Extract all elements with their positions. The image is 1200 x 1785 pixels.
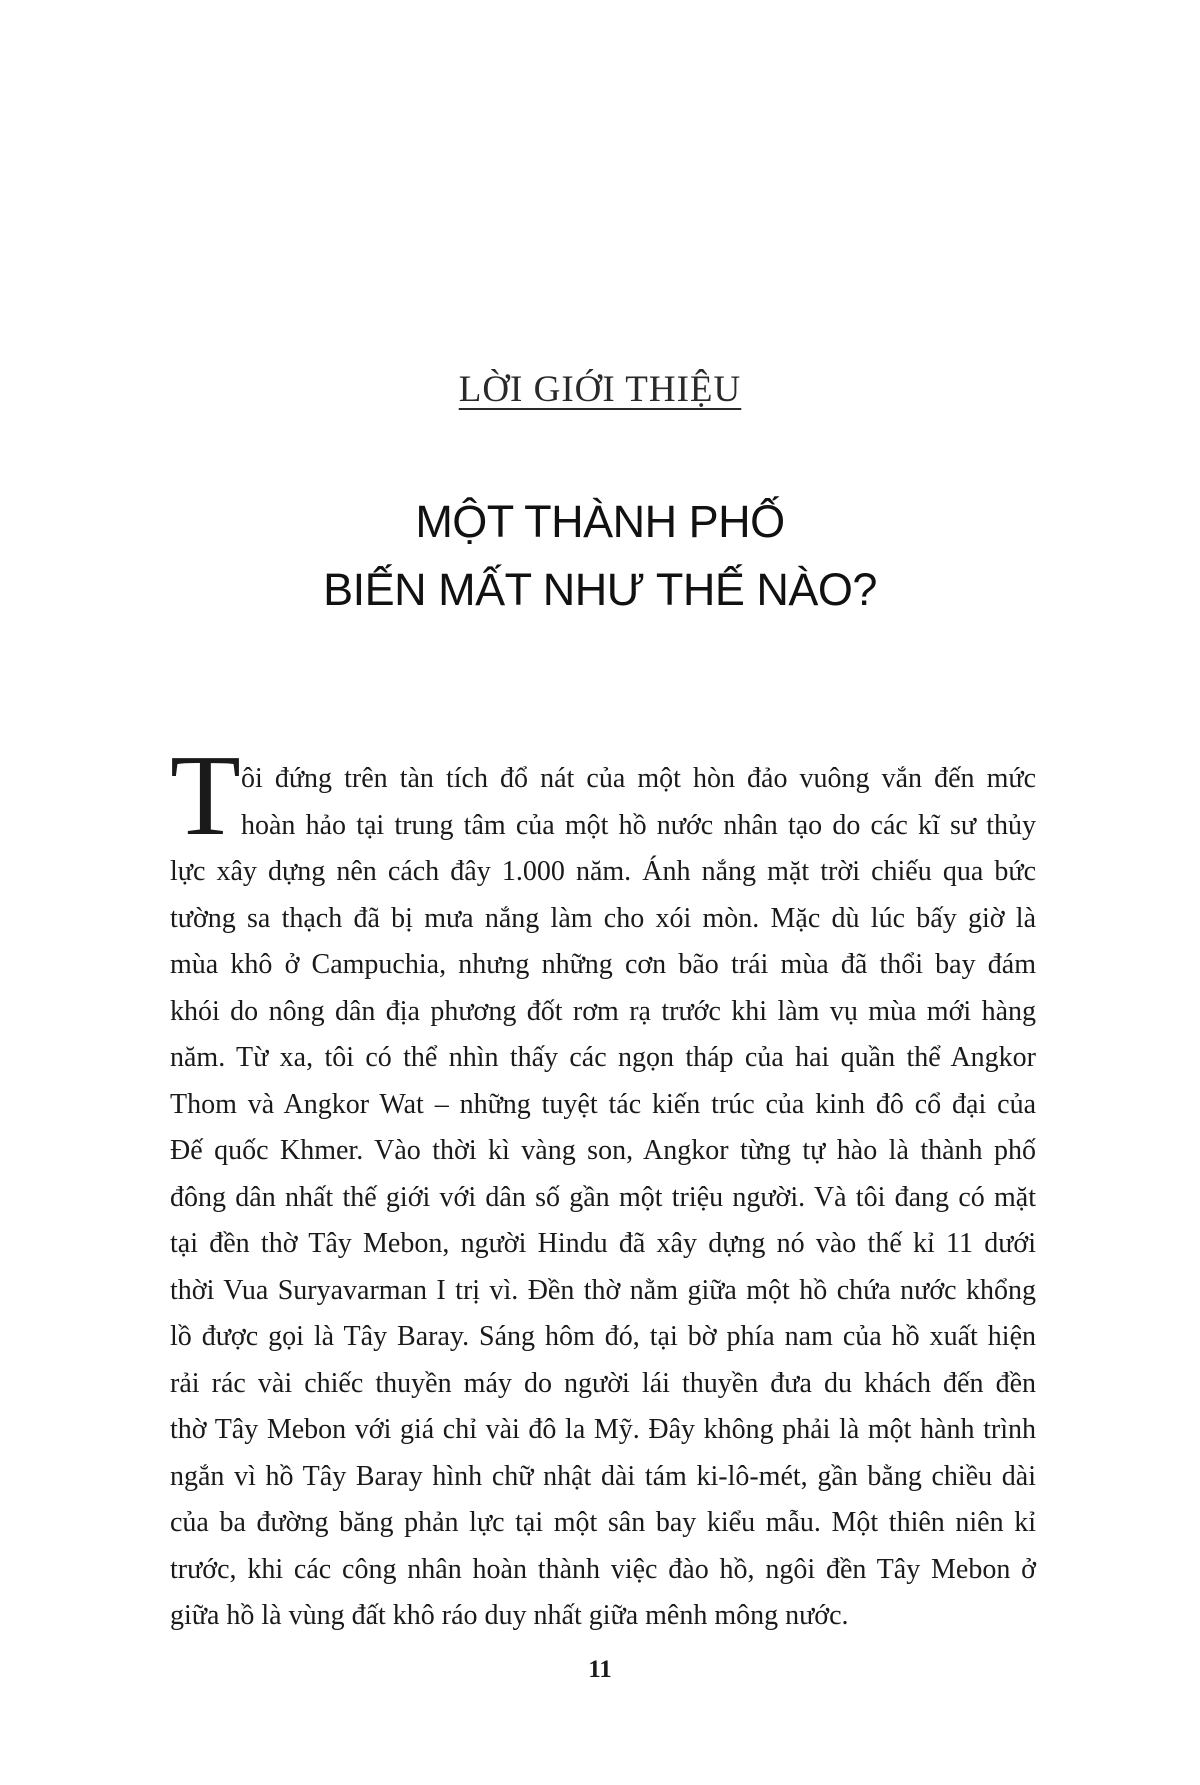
body-line: mùa khô ở Campuchia, nhưng những cơn bão trái mùa đã thổi bay đám xyxy=(170,949,1036,980)
body-line: ngắn vì hồ Tây Baray hình chữ nhật dài tám ki-lô-mét, gần bằng chiều dài xyxy=(170,1460,1036,1492)
body-line: giữa hồ là vùng đất khô ráo duy nhất giữa mênh mông nước. xyxy=(170,1600,849,1631)
body-line: trước, khi các công nhân hoàn thành việc đào hồ, ngôi đền Tây Mebon ở xyxy=(170,1553,1036,1585)
body-line: khói do nông dân địa phương đốt rơm rạ trước khi làm vụ mùa mới hàng xyxy=(170,995,1036,1027)
body-line: lồ được gọi là Tây Baray. Sáng hôm đó, tại bờ phía nam của hồ xuất hiện xyxy=(170,1321,1036,1352)
page-number: 11 xyxy=(588,1656,612,1683)
chapter-title-line-1: MỘT THÀNH PHỐ xyxy=(415,496,785,547)
body-line: Đế quốc Khmer. Vào thời kì vàng son, Angkor từng tự hào là thành phố xyxy=(170,1135,1036,1166)
body-line: thờ Tây Mebon với giá chỉ vài đô la Mỹ. Đây không phải là một hành trình xyxy=(170,1414,1036,1445)
section-label-text: LỜI GIỚI THIỆU xyxy=(458,369,742,410)
body-line: hoàn hảo tại trung tâm của một hồ nước nhân tạo do các kĩ sư thủy xyxy=(241,809,1036,841)
body-line: ôi đứng trên tàn tích đổ nát của một hòn đảo vuông vắn đến mức xyxy=(241,763,1036,794)
chapter-title xyxy=(0,488,1200,624)
body-line: đông dân nhất thế giới với dân số gần một triệu người. Và tôi đang có mặt xyxy=(170,1181,1036,1213)
section-label xyxy=(0,368,1200,411)
body-line: lực xây dựng nên cách đây 1.000 năm. Ánh nắng mặt trời chiếu qua bức xyxy=(170,856,1036,887)
body-line: tường sa thạch đã bị mưa nắng làm cho xói mòn. Mặc dù lúc bấy giờ là xyxy=(170,902,1036,934)
body-line: thời Vua Suryavarman I trị vì. Đền thờ nằm giữa một hồ chứa nước khổng xyxy=(170,1274,1036,1306)
chapter-title-line-2: BIẾN MẤT NHƯ THẾ NÀO? xyxy=(323,564,877,615)
body-line: tại đền thờ Tây Mebon, người Hindu đã xây dựng nó vào thế kỉ 11 dưới xyxy=(170,1228,1036,1259)
body-line: rải rác vài chiếc thuyền máy do người lái thuyền đưa du khách đến đền xyxy=(170,1367,1036,1399)
body-line: năm. Từ xa, tôi có thể nhìn thấy các ngọn tháp của hai quần thể Angkor xyxy=(170,1042,1036,1073)
body-paragraph xyxy=(170,756,1036,1640)
body-line: của ba đường băng phản lực tại một sân bay kiểu mẫu. Một thiên niên kỉ xyxy=(170,1507,1036,1538)
drop-cap: T xyxy=(170,732,241,860)
body-line: Thom và Angkor Wat – những tuyệt tác kiến trúc của kinh đô cổ đại của xyxy=(170,1088,1036,1120)
